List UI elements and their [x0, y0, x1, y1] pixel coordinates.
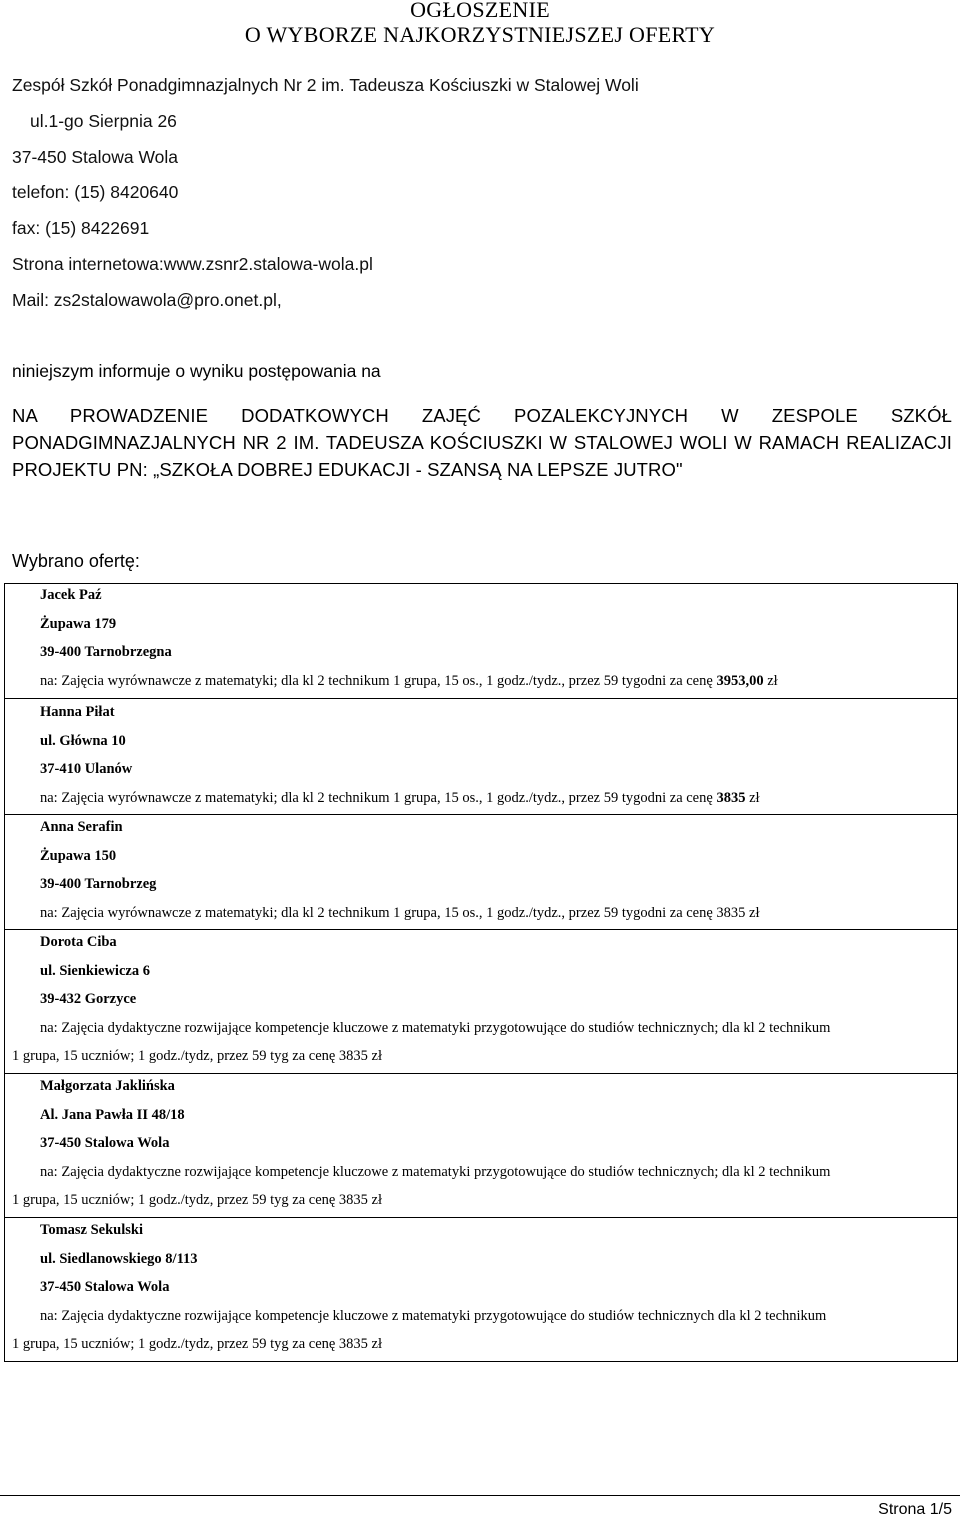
offer-description-line2: 1 grupa, 15 uczniów; 1 godz./tydz, przez 59 tyg za cenę 3835 zł [12, 1192, 383, 1208]
offer-street: Żupawa 179 [40, 616, 117, 632]
offer-city: 37-410 Ulanów [40, 761, 133, 777]
offer-description [40, 904, 760, 922]
offer-name: Anna Serafin [40, 819, 123, 835]
school-city: 37-450 Stalowa Wola [12, 147, 179, 167]
offer-street: ul. Główna 10 [40, 733, 126, 749]
offer-city: 37-450 Stalowa Wola [40, 1135, 170, 1151]
offer-currency: zł [763, 673, 778, 689]
offer-description-text: na: Zajęcia wyrównawcze z matematyki; dla kl 2 technikum 1 grupa, 15 os., 1 godz./tydz., przez 59 tygodni za cenę [40, 673, 717, 689]
footer-divider [0, 1495, 960, 1496]
offer-city: 37-450 Stalowa Wola [40, 1279, 170, 1295]
school-name: Zespół Szkół Ponadgimnazjalnych Nr 2 im. Tadeusza Kościuszki w Stalowej Woli [12, 75, 639, 95]
offer-city: 39-400 Tarnobrzegna [40, 644, 172, 660]
school-phone: telefon: (15) 8420640 [12, 182, 179, 202]
chosen-offer-label: Wybrano ofertę: [12, 551, 140, 571]
offer-divider [4, 814, 958, 815]
offer-divider [4, 698, 958, 699]
offer-name: Tomasz Sekulski [40, 1222, 144, 1238]
offer-description-text: na: Zajęcia dydaktyczne rozwijające kompetencje kluczowe z matematyki przygotowujące do studiów technicznych; dla kl 2 technikum [40, 1020, 831, 1036]
offer-price: 3953,00 [716, 673, 764, 689]
procurement-subject: NA PROWADZENIE DODATKOWYCH ZAJĘĆ POZALEKCYJNYCH W ZESPOLE SZKÓŁ PONADGIMNAZJALNYCH NR 2 IM. TADEUSZA KOŚCIUSZKI W STALOWEJ WOLI W RAMACH REALIZACJI PROJEKTU PN: „SZKOŁA DOBREJ EDUKACJI - SZANSĄ NA LEPSZE JUTRO" [12, 405, 952, 480]
offer-description-line2: 1 grupa, 15 uczniów; 1 godz./tydz, przez 59 tyg za cenę 3835 zł [12, 1048, 383, 1064]
document-subtitle: O WYBORZE NAJKORZYSTNIEJSZEJ OFERTY [244, 22, 716, 47]
document-title: OGŁOSZENIE [410, 0, 550, 22]
offer-name: Małgorzata Jaklińska [40, 1078, 175, 1094]
offer-currency: zł [745, 790, 760, 806]
offer-description-text: na: Zajęcia dydaktyczne rozwijające kompetencje kluczowe z matematyki przygotowujące do studiów technicznych; dla kl 2 technikum [40, 1164, 831, 1180]
school-fax: fax: (15) 8422691 [12, 218, 150, 238]
offer-city: 39-432 Gorzyce [40, 991, 137, 1007]
offer-divider [4, 1217, 958, 1218]
offer-name: Dorota Ciba [40, 934, 117, 950]
offer-description [40, 789, 760, 807]
offer-divider [4, 1073, 958, 1074]
offer-description [40, 1307, 826, 1325]
offer-price: 3835 [716, 790, 746, 806]
offer-description-text: na: Zajęcia wyrównawcze z matematyki; dla kl 2 technikum 1 grupa, 15 os., 1 godz./tydz., przez 59 tygodni za cenę [40, 790, 717, 806]
offer-description-text: na: Zajęcia dydaktyczne rozwijające kompetencje kluczowe z matematyki przygotowujące do studiów technicznych dla kl 2 technikum [40, 1308, 827, 1324]
school-email: Mail: zs2stalowawola@pro.onet.pl, [12, 290, 282, 310]
intro-text: niniejszym informuje o wyniku postępowania na [12, 361, 381, 381]
school-website: Strona internetowa:www.zsnr2.stalowa-wola.pl [12, 254, 373, 274]
offer-description [40, 1163, 830, 1181]
offer-street: Al. Jana Pawła II 48/18 [40, 1107, 185, 1123]
school-street: ul.1-go Sierpnia 26 [30, 111, 177, 131]
offer-street: Żupawa 150 [40, 848, 117, 864]
offer-name: Jacek Paź [40, 587, 102, 603]
offer-street: ul. Siedlanowskiego 8/113 [40, 1251, 198, 1267]
page-number: Strona 1/5 [878, 1501, 952, 1518]
offer-name: Hanna Piłat [40, 704, 115, 720]
offer-description-line2: 1 grupa, 15 uczniów; 1 godz./tydz, przez 59 tyg za cenę 3835 zł [12, 1336, 383, 1352]
offer-description [40, 672, 778, 690]
offer-street: ul. Sienkiewicza 6 [40, 963, 150, 979]
offer-description [40, 1019, 830, 1037]
offer-divider [4, 929, 958, 930]
offer-city: 39-400 Tarnobrzeg [40, 876, 157, 892]
offer-description-text: na: Zajęcia wyrównawcze z matematyki; dla kl 2 technikum 1 grupa, 15 os., 1 godz./tydz., przez 59 tygodni za cenę 3835 zł [40, 905, 760, 921]
